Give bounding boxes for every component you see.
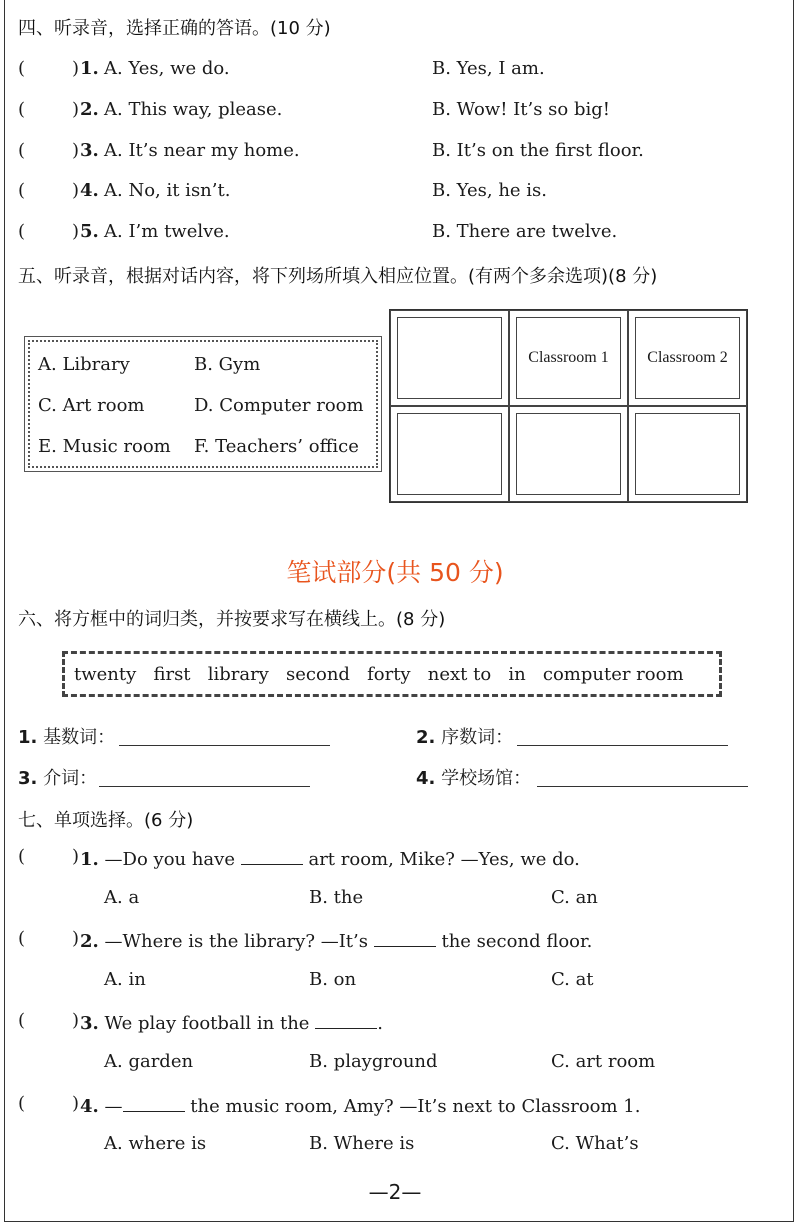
fill-label: 序数词： bbox=[441, 727, 514, 748]
fill-number: 4. bbox=[416, 768, 436, 789]
school-floor-plan bbox=[389, 309, 748, 503]
answer-line[interactable] bbox=[119, 728, 330, 746]
fill-number: 1. bbox=[18, 727, 38, 748]
answer-blank[interactable] bbox=[315, 1010, 377, 1029]
answer-blank[interactable] bbox=[241, 846, 303, 865]
choice-a[interactable]: A. a bbox=[104, 887, 140, 908]
room-cell-2 bbox=[509, 310, 628, 406]
answer-paren-close: ) bbox=[72, 846, 80, 867]
question-post: the second floor. bbox=[441, 931, 593, 952]
answer-paren-close: ) bbox=[72, 221, 80, 242]
answer-paren-close: ) bbox=[72, 140, 80, 161]
question-text bbox=[80, 928, 592, 952]
fill-line-group bbox=[18, 764, 97, 790]
option-a[interactable]: A. This way, please. bbox=[104, 99, 283, 120]
answer-paren-open[interactable]: ( bbox=[18, 1093, 26, 1114]
fill-number: 3. bbox=[18, 768, 38, 789]
place-option-f: F. Teachers’ office bbox=[194, 436, 359, 457]
fill-label: 基数词： bbox=[43, 727, 116, 748]
question-number: 3. bbox=[80, 1013, 99, 1034]
written-part-title: 笔试部分(共 50 分) bbox=[286, 558, 504, 587]
choice-b[interactable]: B. on bbox=[309, 969, 357, 990]
option-b[interactable]: B. There are twelve. bbox=[432, 221, 618, 242]
answer-paren-close: ) bbox=[72, 1010, 80, 1031]
room-label: Classroom 1 bbox=[528, 349, 609, 366]
answer-paren-open[interactable]: ( bbox=[18, 846, 26, 867]
answer-paren-open[interactable]: ( bbox=[18, 58, 26, 79]
answer-blank[interactable] bbox=[123, 1093, 185, 1112]
question-post: art room, Mike? —Yes, we do. bbox=[308, 849, 580, 870]
answer-paren-close: ) bbox=[72, 1093, 80, 1114]
question-number: 2. bbox=[80, 99, 99, 120]
place-option-e: E. Music room bbox=[38, 436, 171, 457]
room-label: Classroom 2 bbox=[647, 349, 728, 366]
option-a[interactable]: A. I’m twelve. bbox=[104, 221, 230, 242]
question-text bbox=[80, 846, 580, 870]
answer-paren-open[interactable]: ( bbox=[18, 140, 26, 161]
room-cell-3 bbox=[628, 310, 747, 406]
option-a[interactable]: A. Yes, we do. bbox=[104, 58, 230, 79]
option-b[interactable]: B. Wow! It’s so big! bbox=[432, 99, 611, 120]
section6-title: 六、将方框中的词归类，并按要求写在横线上。(8 分) bbox=[18, 609, 446, 630]
fill-number: 2. bbox=[416, 727, 436, 748]
question-text bbox=[80, 1093, 640, 1117]
answer-line[interactable] bbox=[517, 728, 728, 746]
choice-c[interactable]: C. What’s bbox=[551, 1133, 639, 1154]
option-b[interactable]: B. It’s on the first floor. bbox=[432, 140, 644, 161]
answer-paren-open[interactable]: ( bbox=[18, 1010, 26, 1031]
question-text bbox=[80, 1010, 383, 1034]
fill-line-group bbox=[18, 723, 115, 749]
question-number: 2. bbox=[80, 931, 99, 952]
room-cell-frame bbox=[397, 317, 502, 399]
option-a[interactable]: A. It’s near my home. bbox=[104, 140, 300, 161]
fill-line-group bbox=[416, 764, 531, 790]
choice-a[interactable]: A. where is bbox=[104, 1133, 207, 1154]
answer-paren-open[interactable]: ( bbox=[18, 99, 26, 120]
answer-paren-close: ) bbox=[72, 99, 80, 120]
room-cell-4[interactable] bbox=[390, 406, 509, 502]
question-number: 4. bbox=[80, 180, 99, 201]
choice-b[interactable]: B. Where is bbox=[309, 1133, 415, 1154]
question-number: 4. bbox=[80, 1096, 99, 1117]
question-number: 3. bbox=[80, 140, 99, 161]
section5-title: 五、听录音，根据对话内容，将下列场所填入相应位置。(有两个多余选项)(8 分) bbox=[18, 266, 658, 287]
place-option-d: D. Computer room bbox=[194, 395, 364, 416]
question-pre: —Where is the library? —It’s bbox=[104, 931, 368, 952]
option-b[interactable]: B. Yes, I am. bbox=[432, 58, 545, 79]
fill-label: 介词： bbox=[43, 768, 98, 789]
choice-c[interactable]: C. at bbox=[551, 969, 594, 990]
answer-paren-close: ) bbox=[72, 928, 80, 949]
option-a[interactable]: A. No, it isn’t. bbox=[104, 180, 231, 201]
answer-line[interactable] bbox=[99, 769, 310, 787]
place-option-b: B. Gym bbox=[194, 354, 261, 375]
choice-a[interactable]: A. in bbox=[104, 969, 146, 990]
fill-line-group bbox=[416, 723, 513, 749]
choice-b[interactable]: B. playground bbox=[309, 1051, 438, 1072]
answer-paren-open[interactable]: ( bbox=[18, 928, 26, 949]
choice-c[interactable]: C. art room bbox=[551, 1051, 656, 1072]
page-number: —2— bbox=[368, 1180, 422, 1204]
room-cell-frame bbox=[516, 413, 621, 495]
question-number: 5. bbox=[80, 221, 99, 242]
question-pre: We play football in the bbox=[104, 1013, 310, 1034]
fill-label: 学校场馆： bbox=[441, 768, 532, 789]
place-option-c: C. Art room bbox=[38, 395, 145, 416]
question-pre: — bbox=[104, 1096, 123, 1117]
question-post: the music room, Amy? —It’s next to Classroom 1. bbox=[190, 1096, 641, 1117]
answer-line[interactable] bbox=[537, 769, 748, 787]
answer-paren-open[interactable]: ( bbox=[18, 221, 26, 242]
word-list: twenty first library second forty next to in computer room bbox=[74, 664, 684, 685]
room-cell-1[interactable] bbox=[390, 310, 509, 406]
question-number: 1. bbox=[80, 849, 99, 870]
choice-b[interactable]: B. the bbox=[309, 887, 364, 908]
section4-title: 四、听录音，选择正确的答语。(10 分) bbox=[18, 18, 331, 39]
place-option-a: A. Library bbox=[38, 354, 130, 375]
room-cell-frame bbox=[635, 413, 740, 495]
answer-paren-close: ) bbox=[72, 58, 80, 79]
answer-paren-open[interactable]: ( bbox=[18, 180, 26, 201]
room-cell-5[interactable] bbox=[509, 406, 628, 502]
room-cell-frame bbox=[397, 413, 502, 495]
room-cell-6[interactable] bbox=[628, 406, 747, 502]
option-b[interactable]: B. Yes, he is. bbox=[432, 180, 548, 201]
answer-paren-close: ) bbox=[72, 180, 80, 201]
choice-a[interactable]: A. garden bbox=[104, 1051, 194, 1072]
question-number: 1. bbox=[80, 58, 99, 79]
section7-title: 七、单项选择。(6 分) bbox=[18, 810, 194, 831]
answer-blank[interactable] bbox=[374, 928, 436, 947]
choice-c[interactable]: C. an bbox=[551, 887, 598, 908]
question-post: . bbox=[377, 1013, 383, 1034]
question-pre: —Do you have bbox=[104, 849, 235, 870]
